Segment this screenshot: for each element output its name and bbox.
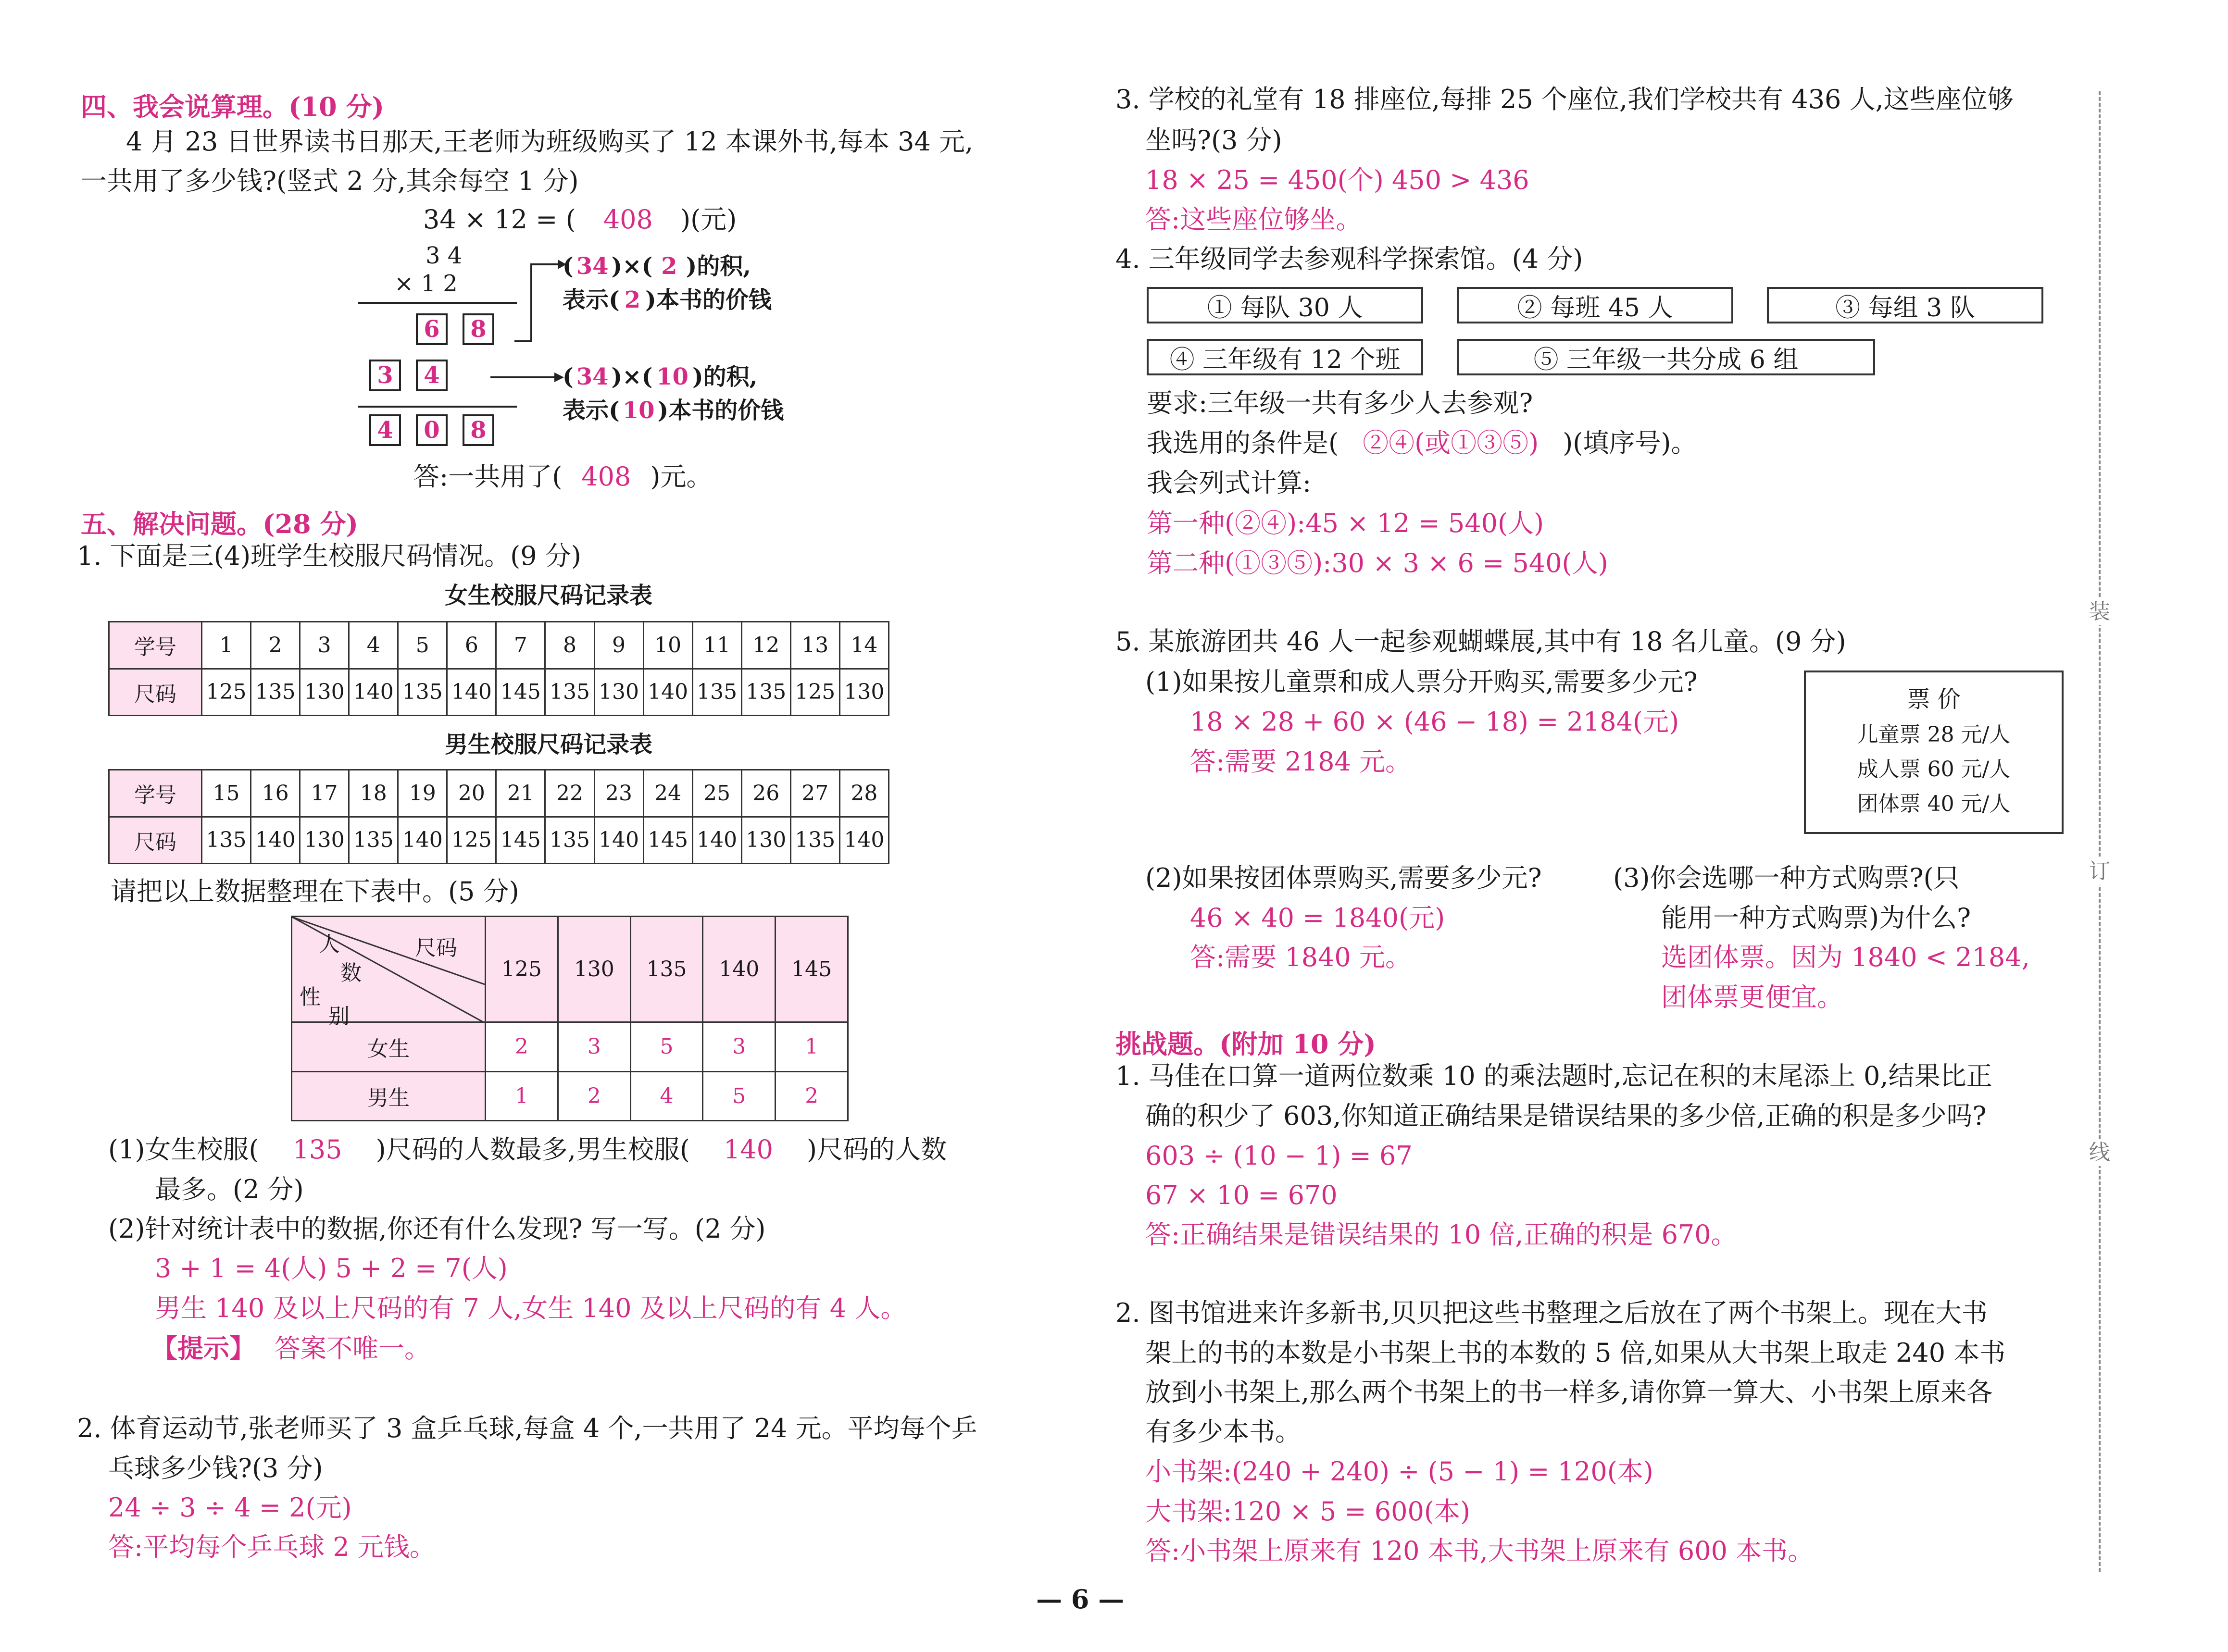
q1-text: 1. 下面是三(4)班学生校服尺码情况。(9 分) — [77, 541, 581, 571]
table-cell: 18 — [349, 770, 398, 817]
q1-part2: (2)针对统计表中的数据,你还有什么发现? 写一写。(2 分) — [108, 1214, 766, 1244]
price-group: 团体票 40 元/人 — [1857, 792, 2011, 816]
table-cell: 24 — [643, 770, 692, 817]
binding-dashed-line — [2099, 91, 2101, 1572]
q1-part2-answer2: 男生 140 及以上尺码的有 7 人,女生 140 及以上尺码的有 4 人。 — [155, 1293, 907, 1323]
q4-answer2: 第二种(①③⑤):30 × 3 × 6 = 540(人) — [1147, 548, 1608, 578]
size-header: 125 — [486, 917, 558, 1022]
table-cell: 145 — [496, 817, 545, 864]
ch2-answer3: 答:小书架上原来有 120 本书,大书架上原来有 600 本书。 — [1145, 1536, 1814, 1566]
q3-answer2: 答:这些座位够坐。 — [1145, 204, 1362, 235]
table-cell: 135 — [741, 669, 790, 716]
price-title: 票 价 — [1907, 686, 1961, 713]
condition-box: ⑤ 三年级一共分成 6 组 — [1457, 339, 1875, 375]
table-cell: 135 — [202, 817, 251, 864]
mult-rule-2 — [358, 406, 517, 408]
corner-chima: 尺码 — [415, 936, 457, 960]
table-cell: 3 — [300, 622, 349, 669]
table-cell: 21 — [496, 770, 545, 817]
q1-part1-line2: 最多。(2 分) — [155, 1174, 304, 1205]
table-cell: 140 — [692, 817, 741, 864]
product-digit: 4 — [369, 414, 401, 446]
ch2-line3: 放到小书架上,那么两个书架上的书一样多,请你算一算大、小书架上原来各 — [1145, 1377, 1993, 1407]
table-cell: 125 — [202, 669, 251, 716]
table-cell: 140 — [398, 817, 447, 864]
table-row — [292, 917, 848, 1022]
note-answer: 34 — [576, 253, 609, 280]
eq-answer: 408 — [603, 204, 653, 235]
margin-char: 订 — [2089, 858, 2110, 885]
table-cell: 9 — [594, 622, 643, 669]
table-cell: 27 — [790, 770, 839, 817]
condition-box: ② 每班 45 人 — [1457, 287, 1733, 323]
table-row — [109, 817, 889, 864]
q2-line1: 2. 体育运动节,张老师买了 3 盒乒乓球,每盒 4 个,一共用了 24 元。平均每个乒 — [77, 1413, 977, 1443]
part-answer: 135 — [292, 1134, 342, 1165]
corner-shu: 数 — [340, 961, 362, 985]
note-text: 表示( — [563, 397, 620, 424]
section-four-title: 四、我会说算理。(10 分) — [81, 91, 385, 122]
table-cell: 135 — [545, 669, 594, 716]
note1-line1 — [563, 255, 751, 278]
table-cell: 135 — [790, 817, 839, 864]
note-answer: 10 — [656, 363, 688, 390]
note2-line1 — [563, 365, 757, 388]
s4-problem-line1: 4 月 23 日世界读书日那天,王老师为班级购买了 12 本课外书,每本 34 元, — [126, 126, 974, 157]
girls-size-table — [108, 621, 889, 716]
table-cell: 2 — [251, 622, 300, 669]
q4-requirement: 要求:三年级一共有多少人去参观? — [1147, 388, 1533, 418]
note-text: )的积, — [692, 363, 758, 390]
partial-digit: 3 — [369, 360, 401, 391]
q5-part3-line2: 能用一种方式购票)为什么? — [1661, 903, 1971, 933]
table-cell: 130 — [300, 817, 349, 864]
note-text: )本书的价钱 — [657, 397, 784, 424]
margin-char: 线 — [2089, 1139, 2110, 1166]
table-cell: 140 — [594, 817, 643, 864]
table-cell: 25 — [692, 770, 741, 817]
table-cell: 22 — [545, 770, 594, 817]
part-answer: 140 — [723, 1134, 774, 1165]
mult-second-row: × 1 2 — [394, 270, 458, 297]
q5-part3-line1: (3)你会选哪一种方式购票?(只 — [1613, 863, 1960, 893]
partial-digit: 8 — [463, 313, 494, 345]
count-cell: 3 — [703, 1022, 776, 1072]
table-row — [292, 1022, 848, 1072]
count-cell: 2 — [486, 1022, 558, 1072]
table-cell: 13 — [790, 622, 839, 669]
mult-top-digits: 3 4 — [426, 242, 463, 269]
table-cell: 19 — [398, 770, 447, 817]
table-cell: 130 — [594, 669, 643, 716]
table-cell: 4 — [349, 622, 398, 669]
table-cell: 145 — [643, 817, 692, 864]
table-cell: 140 — [643, 669, 692, 716]
count-cell: 2 — [776, 1071, 848, 1121]
q5-part1: (1)如果按儿童票和成人票分开购买,需要多少元? — [1145, 667, 1698, 697]
condition-box: ① 每队 30 人 — [1147, 287, 1423, 323]
q2-line2: 乓球多少钱?(3 分) — [108, 1453, 323, 1483]
table-cell: 15 — [202, 770, 251, 817]
part-text: (1)女生校服( — [108, 1134, 259, 1165]
q5-part2-answer2: 答:需要 1840 元。 — [1190, 942, 1411, 972]
count-cell: 5 — [630, 1022, 703, 1072]
note1-line2 — [563, 288, 772, 311]
ch2-line1: 2. 图书馆进来许多新书,贝贝把这些书整理之后放在了两个书架上。现在大书 — [1115, 1298, 1988, 1328]
table-cell: 125 — [447, 817, 496, 864]
row-label: 尺码 — [109, 669, 202, 716]
q5-part2-answer1: 46 × 40 = 1840(元) — [1190, 903, 1445, 933]
girls-table-title: 女生校服尺码记录表 — [445, 582, 653, 609]
count-cell: 3 — [558, 1022, 630, 1072]
q4-title: 4. 三年级同学去参观科学探索馆。(4 分) — [1115, 244, 1583, 274]
price-box — [1804, 671, 2064, 834]
note-answer: 2 — [624, 286, 641, 313]
count-cell: 2 — [558, 1071, 630, 1121]
table-cell: 20 — [447, 770, 496, 817]
table-cell: 12 — [741, 622, 790, 669]
sel-answer: ②④(或①③⑤) — [1363, 428, 1539, 458]
s4-equation — [423, 204, 737, 235]
ch2-answer2: 大书架:120 × 5 = 600(本) — [1145, 1496, 1470, 1527]
row-label: 学号 — [109, 770, 202, 817]
size-header: 130 — [558, 917, 630, 1022]
corner-xing: 性 — [300, 985, 321, 1009]
table-cell: 130 — [839, 669, 889, 716]
q3-answer1: 18 × 25 = 450(个) 450 > 436 — [1145, 165, 1529, 195]
hint — [151, 1335, 430, 1362]
note-text: )本书的价钱 — [645, 286, 772, 313]
q3-line1: 3. 学校的礼堂有 18 排座位,每排 25 个座位,我们学校共有 436 人,这些座位够 — [1115, 84, 2014, 114]
arrow-icon — [510, 255, 567, 346]
count-cell: 4 — [630, 1071, 703, 1121]
corner-header — [292, 917, 486, 1029]
table-cell: 135 — [545, 817, 594, 864]
q3-line2: 坐吗?(3 分) — [1145, 125, 1282, 155]
size-header: 145 — [776, 917, 848, 1022]
note-text: 表示( — [563, 286, 620, 313]
s4-problem-line2: 一共用了多少钱?(竖式 2 分,其余每空 1 分) — [81, 166, 579, 196]
note-text: ( — [563, 253, 574, 280]
note-text: )×( — [611, 253, 653, 280]
table-row — [109, 622, 889, 669]
partial-digit: 6 — [416, 313, 448, 345]
table-cell: 140 — [251, 817, 300, 864]
ch2-answer1: 小书架:(240 + 240) ÷ (5 − 1) = 120(本) — [1145, 1456, 1653, 1487]
gender-label: 女生 — [292, 1022, 486, 1072]
corner-ren: 人 — [319, 932, 340, 956]
table-cell: 23 — [594, 770, 643, 817]
ch1-answer1: 603 ÷ (10 − 1) = 67 — [1145, 1141, 1413, 1171]
table-cell: 130 — [741, 817, 790, 864]
q5-part3-answer1: 选团体票。因为 1840 < 2184, — [1661, 942, 2030, 972]
table-row — [109, 669, 889, 716]
mult-rule-1 — [358, 302, 517, 304]
table-cell: 17 — [300, 770, 349, 817]
q5-part2: (2)如果按团体票购买,需要多少元? — [1145, 863, 1542, 893]
table-cell: 16 — [251, 770, 300, 817]
q1-part1-line1 — [108, 1134, 947, 1165]
q1-part2-answer1: 3 + 1 = 4(人) 5 + 2 = 7(人) — [155, 1253, 508, 1283]
margin-char: 装 — [2089, 598, 2110, 625]
arrow-icon — [488, 370, 565, 385]
sel-text: 我选用的条件是( — [1147, 428, 1339, 458]
sel-text: )(填序号)。 — [1563, 428, 1697, 458]
table-cell: 7 — [496, 622, 545, 669]
q4-answer1: 第一种(②④):45 × 12 = 540(人) — [1147, 508, 1544, 538]
table-cell: 5 — [398, 622, 447, 669]
note2-line2 — [563, 399, 784, 422]
size-header: 135 — [630, 917, 703, 1022]
corner-bie: 别 — [328, 1004, 350, 1029]
table-cell: 130 — [300, 669, 349, 716]
count-cell: 1 — [776, 1022, 848, 1072]
hint-label: 【提示】 — [151, 1333, 255, 1364]
ch2-line4: 有多少本书。 — [1145, 1416, 1301, 1447]
price-adult: 成人票 60 元/人 — [1857, 757, 2011, 782]
ch1-answer3: 答:正确结果是错误结果的 10 倍,正确的积是 670。 — [1145, 1219, 1737, 1250]
table-cell: 11 — [692, 622, 741, 669]
s4-answer — [413, 461, 713, 492]
count-cell: 1 — [486, 1071, 558, 1121]
q5-part3-answer2: 团体票更便宜。 — [1661, 982, 1843, 1012]
q5-part1-answer2: 答:需要 2184 元。 — [1190, 746, 1411, 777]
table-cell: 125 — [790, 669, 839, 716]
part-text: )尺码的人数最多,男生校服( — [376, 1134, 690, 1165]
table-cell: 140 — [349, 669, 398, 716]
q2-answer2: 答:平均每个乒乓球 2 元钱。 — [108, 1532, 436, 1562]
q4-calc-label: 我会列式计算: — [1147, 468, 1312, 498]
note-answer: 2 — [661, 253, 677, 280]
partial-digit: 4 — [416, 360, 448, 391]
instruction-text: 请把以上数据整理在下表中。(5 分) — [111, 876, 519, 907]
q5-part1-answer1: 18 × 28 + 60 × (46 − 18) = 2184(元) — [1190, 707, 1679, 737]
answer-value: 408 — [581, 461, 631, 492]
table-cell: 1 — [202, 622, 251, 669]
table-row — [109, 770, 889, 817]
table-cell: 135 — [349, 817, 398, 864]
product-digit: 8 — [463, 414, 494, 446]
condition-box: ④ 三年级有 12 个班 — [1147, 339, 1423, 375]
table-cell: 145 — [496, 669, 545, 716]
row-label: 学号 — [109, 622, 202, 669]
note-text: ( — [563, 363, 574, 390]
section-five-title: 五、解决问题。(28 分) — [81, 509, 359, 539]
challenge-title: 挑战题。(附加 10 分) — [1115, 1029, 1376, 1059]
answer-text: 答:一共用了( — [413, 461, 563, 492]
table-cell: 8 — [545, 622, 594, 669]
note-answer: 10 — [622, 397, 655, 424]
table-cell: 10 — [643, 622, 692, 669]
table-row — [292, 1071, 848, 1121]
size-header: 140 — [703, 917, 776, 1022]
table-cell: 6 — [447, 622, 496, 669]
table-cell: 28 — [839, 770, 889, 817]
hint-text: 答案不唯一。 — [275, 1333, 430, 1364]
table-cell: 135 — [398, 669, 447, 716]
q4-selection — [1147, 430, 1697, 456]
answer-text: )元。 — [650, 461, 713, 492]
page-number: — 6 — — [1036, 1584, 1125, 1615]
gender-label: 男生 — [292, 1071, 486, 1121]
count-cell: 5 — [703, 1071, 776, 1121]
product-digit: 0 — [416, 414, 448, 446]
table-cell: 135 — [251, 669, 300, 716]
ch1-line1: 1. 马佳在口算一道两位数乘 10 的乘法题时,忘记在积的末尾添上 0,结果比正 — [1115, 1061, 1992, 1091]
summary-table — [291, 916, 849, 1121]
eq-post: )(元) — [680, 204, 737, 235]
note-text: )的积, — [686, 253, 751, 280]
note-text: )×( — [611, 363, 653, 390]
table-cell: 26 — [741, 770, 790, 817]
ch1-line2: 确的积少了 603,你知道正确结果是错误结果的多少倍,正确的积是多少吗? — [1145, 1101, 1987, 1131]
ch1-answer2: 67 × 10 = 670 — [1145, 1180, 1338, 1210]
table-cell: 140 — [447, 669, 496, 716]
row-label: 尺码 — [109, 817, 202, 864]
table-cell: 135 — [692, 669, 741, 716]
price-child: 儿童票 28 元/人 — [1857, 722, 2011, 747]
part-text: )尺码的人数 — [807, 1134, 947, 1165]
table-cell: 14 — [839, 622, 889, 669]
condition-box: ③ 每组 3 队 — [1767, 287, 2043, 323]
note-answer: 34 — [576, 363, 609, 390]
q2-answer1: 24 ÷ 3 ÷ 4 = 2(元) — [108, 1492, 352, 1523]
ch2-line2: 架上的书的本数是小书架上书的本数的 5 倍,如果从大书架上取走 240 本书 — [1145, 1338, 2006, 1368]
boys-size-table — [108, 769, 889, 864]
table-cell: 140 — [839, 817, 889, 864]
boys-table-title: 男生校服尺码记录表 — [445, 731, 653, 758]
eq-pre: 34 × 12 = ( — [423, 204, 576, 235]
q5-title: 5. 某旅游团共 46 人一起参观蝴蝶展,其中有 18 名儿童。(9 分) — [1115, 626, 1846, 657]
